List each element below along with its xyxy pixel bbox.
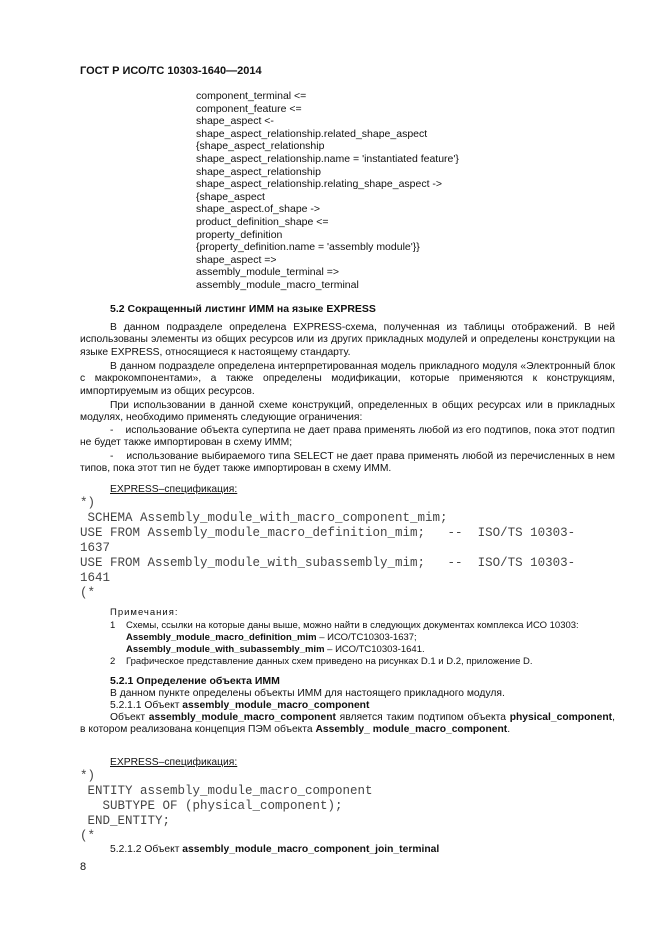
entity-name: physical_component: [509, 712, 613, 723]
express-spec-label: EXPRESS–спецификация:: [110, 484, 238, 495]
code-line: USE FROM Assembly_module_macro_definition_mim; -- ISO/TS 10303-: [80, 526, 576, 540]
code-line: (*: [80, 586, 96, 600]
code-line: (*: [80, 829, 96, 843]
mapping-line: property_definition: [196, 228, 283, 241]
code-line: SUBTYPE OF (physical_component);: [80, 799, 343, 813]
mapping-line: component_terminal <=: [196, 90, 307, 102]
reference-text: – ИСО/ТС10303-1641.: [324, 644, 425, 655]
object-description: [80, 712, 615, 737]
page-number: 8: [80, 861, 87, 873]
mapping-line: shape_aspect_relationship: [196, 165, 321, 178]
mapping-line: assembly_module_terminal =>: [196, 266, 339, 279]
schema-name: Assembly_module_with_subassembly_mim: [126, 644, 325, 655]
mapping-line: component_feature <=: [196, 102, 302, 115]
note-reference: [126, 632, 417, 643]
code-line: 1641: [80, 571, 111, 585]
mapping-line: shape_aspect =>: [196, 253, 277, 266]
mapping-line: shape_aspect.of_shape ->: [196, 203, 321, 216]
code-line: *): [80, 769, 96, 783]
entity-name: Assembly_ module_macro_component: [315, 724, 508, 736]
mapping-line: shape_aspect_relationship.name = 'instantiated feature'}: [196, 153, 459, 165]
note-text: Схемы, ссылки на которые даны выше, можно найти в следующих документах комплекса ИСО 10303:: [126, 620, 579, 631]
code-line: USE FROM Assembly_module_with_subassembly_mim; -- ISO/TS 10303-: [80, 556, 576, 570]
note-reference: [126, 644, 425, 655]
description-text: является таким подтипом объекта: [335, 712, 510, 723]
list-item: - использование выбираемого типа SELECT не дает права применять любой из перечисленных в нем типов, пока этот тип не будет также импортирован в схему ИММ.: [80, 451, 615, 475]
list-item: - использование объекта супертипа не дает права применять любой из его подтипов, пока этот подтип не будет также импортирован в схему ИММ;: [80, 425, 615, 449]
object-heading-prefix: 5.2.1.1 Объект: [110, 700, 183, 711]
description-text: .: [507, 724, 511, 736]
paragraph: В данном подразделе определена EXPRESS-схема, полученная из таблицы отображений. В ней использованы элементы из общих ресурсов или из других прикладных модулей и определены конструкции на языке EXPRESS, относящиеся к настоящему стандарту.: [80, 322, 615, 358]
code-line: *): [80, 496, 96, 510]
note-number: 2: [110, 656, 116, 667]
paragraph: В данном подразделе определена интерпретированная модель прикладного модуля «Электронный блок с макрокомпонентами», а также определены модификации, которые применяются к конструкциям, импортируемым из общих ресурсов.: [80, 361, 615, 397]
code-line: ENTITY assembly_module_macro_component: [80, 784, 373, 798]
mapping-line: shape_aspect_relationship.related_shape_aspect: [196, 127, 428, 140]
code-line: SCHEMA Assembly_module_with_macro_component_mim;: [80, 511, 448, 525]
object-heading: [110, 844, 439, 855]
mapping-line: product_definition_shape <=: [196, 216, 329, 228]
section-title: 5.2 Сокращенный листинг ИММ на языке EXPRESS: [110, 303, 376, 315]
object-name: assembly_module_macro_component_join_terminal: [182, 844, 440, 855]
mapping-line: {property_definition.name = 'assembly module'}}: [196, 241, 420, 254]
mapping-line: shape_aspect_relationship.relating_shape_aspect ->: [196, 178, 443, 191]
mapping-line: shape_aspect <-: [196, 115, 274, 128]
code-line: 1637: [80, 541, 111, 555]
notes-title: Примечания:: [110, 607, 179, 618]
description-text: , в котором реализована концепция ПЭМ объекта: [80, 712, 615, 736]
object-heading-prefix: 5.2.1.2 Объект: [110, 844, 183, 855]
entity-name: assembly_module_macro_component: [148, 712, 336, 723]
paragraph: При использовании в данной схеме конструкций, определенных в общих ресурсах или в прикладных модулях, необходимо применять следующие ограничения:: [80, 400, 615, 424]
note-text: Графическое представление данных схем приведено на рисунках D.1 и D.2, приложение D.: [126, 656, 533, 667]
reference-text: – ИСО/ТС10303-1637;: [316, 632, 417, 643]
object-name: assembly_module_macro_component: [182, 700, 370, 711]
document-header: ГОСТ Р ИСО/ТС 10303-1640—2014: [80, 65, 262, 77]
subsection-title: 5.2.1 Определение объекта ИММ: [110, 675, 280, 687]
note-number: 1: [110, 620, 116, 631]
subsection-intro: В данном пункте определены объекты ИММ для настоящего прикладного модуля.: [110, 688, 505, 699]
mapping-line: assembly_module_macro_terminal: [196, 279, 359, 291]
code-line: END_ENTITY;: [80, 814, 171, 828]
mapping-line: {shape_aspect: [196, 190, 265, 203]
express-spec-label: EXPRESS–спецификация:: [110, 757, 238, 768]
description-text: Объект: [110, 712, 149, 723]
mapping-line: {shape_aspect_relationship: [196, 140, 325, 153]
schema-name: Assembly_module_macro_definition_mim: [126, 632, 317, 643]
object-heading: [110, 700, 369, 711]
